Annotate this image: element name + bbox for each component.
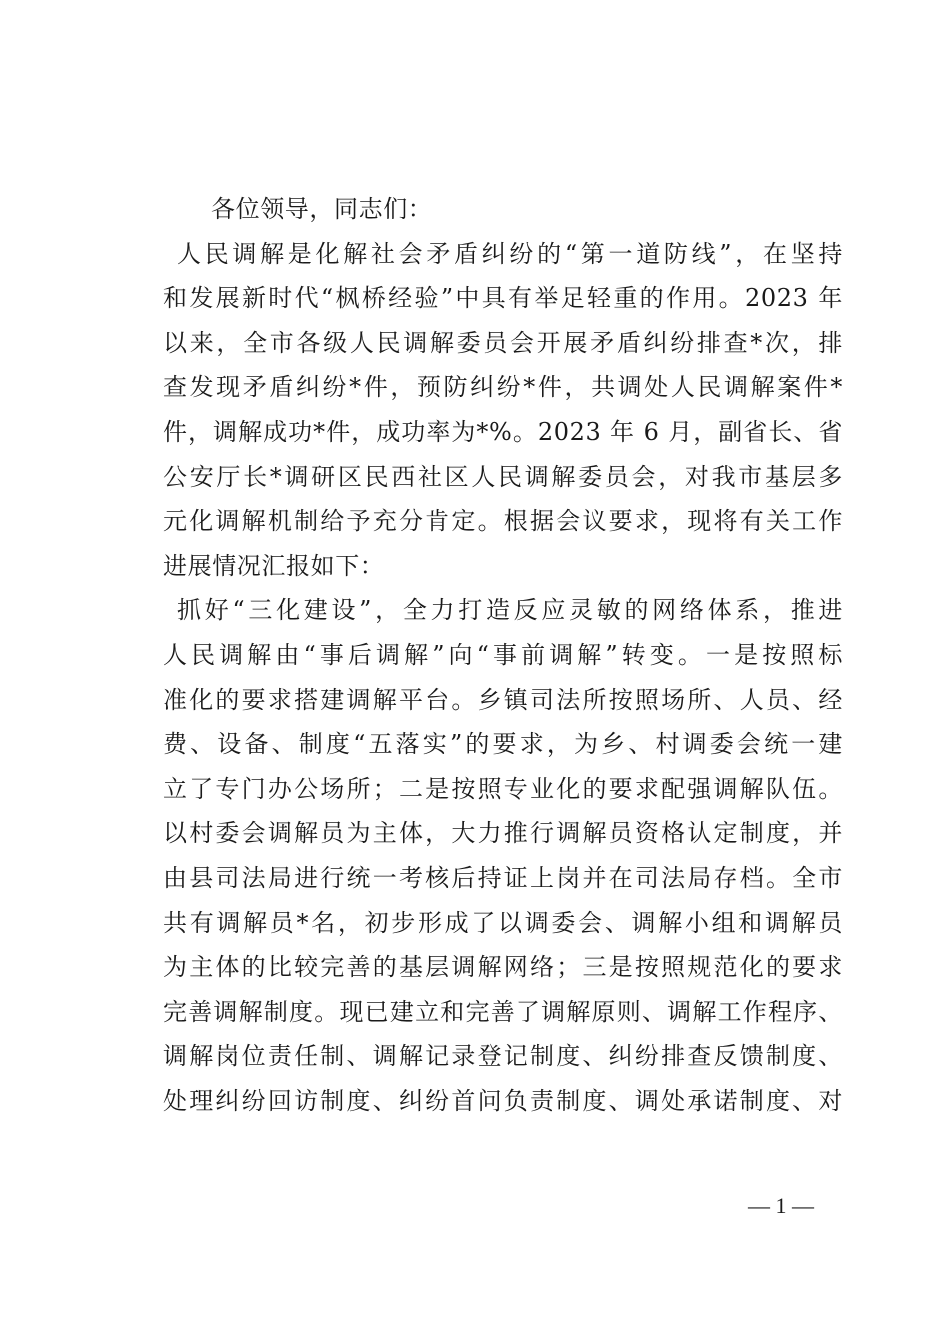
paragraph-2-line: 人民调解由“事后调解”向“事前调解”转变。一是按照标	[163, 640, 843, 669]
paragraph-2-line: 调解岗位责任制、调解记录登记制度、纠纷排查反馈制度、	[163, 1042, 843, 1071]
paragraph-2-line: 为主体的比较完善的基层调解网络；三是按照规范化的要求	[163, 953, 843, 982]
paragraph-2-line: 准化的要求搭建调解平台。乡镇司法所按照场所、人员、经	[163, 685, 843, 714]
document-body	[163, 187, 843, 1123]
paragraph-2-line: 共有调解员*名，初步形成了以调委会、调解小组和调解员	[163, 908, 843, 937]
paragraph-1-line: 和发展新时代“枫桥经验”中具有举足轻重的作用。2023 年	[163, 284, 843, 313]
paragraph-2-line: 立了专门办公场所；二是按照专业化的要求配强调解队伍。	[163, 774, 843, 803]
paragraph-2-line: 以村委会调解员为主体，大力推行调解员资格认定制度，并	[163, 819, 843, 848]
paragraph-2-line: 完善调解制度。现已建立和完善了调解原则、调解工作程序、	[163, 997, 843, 1026]
paragraph-2-line: 费、设备、制度“五落实”的要求，为乡、村调委会统一建	[163, 730, 843, 759]
paragraph-2-line: 处理纠纷回访制度、纠纷首问负责制度、调处承诺制度、对	[163, 1086, 843, 1115]
paragraph-1-line: 人民调解是化解社会矛盾纠纷的“第一道防线”，在坚持	[177, 239, 843, 268]
paragraph-1-line: 以来，全市各级人民调解委员会开展矛盾纠纷排查*次，排	[163, 328, 843, 357]
paragraph-1-line: 公安厅长*调研区民西社区人民调解委员会，对我市基层多	[163, 462, 843, 491]
paragraph-2-line: 抓好“三化建设”，全力打造反应灵敏的网络体系，推进	[177, 596, 843, 625]
paragraph-1-line: 件，调解成功*件，成功率为*%。2023 年 6 月，副省长、省	[163, 417, 843, 446]
paragraph-1-line: 进展情况汇报如下：	[163, 551, 385, 580]
paragraph-1-line: 查发现矛盾纠纷*件，预防纠纷*件，共调处人民调解案件*	[163, 373, 843, 402]
paragraph-2-line: 由县司法局进行统一考核后持证上岗并在司法局存档。全市	[163, 863, 843, 892]
paragraph-1-line: 元化调解机制给予充分肯定。根据会议要求，现将有关工作	[163, 507, 843, 536]
salutation: 各位领导，同志们：	[211, 195, 433, 223]
page-number: — 1 —	[748, 1193, 814, 1218]
